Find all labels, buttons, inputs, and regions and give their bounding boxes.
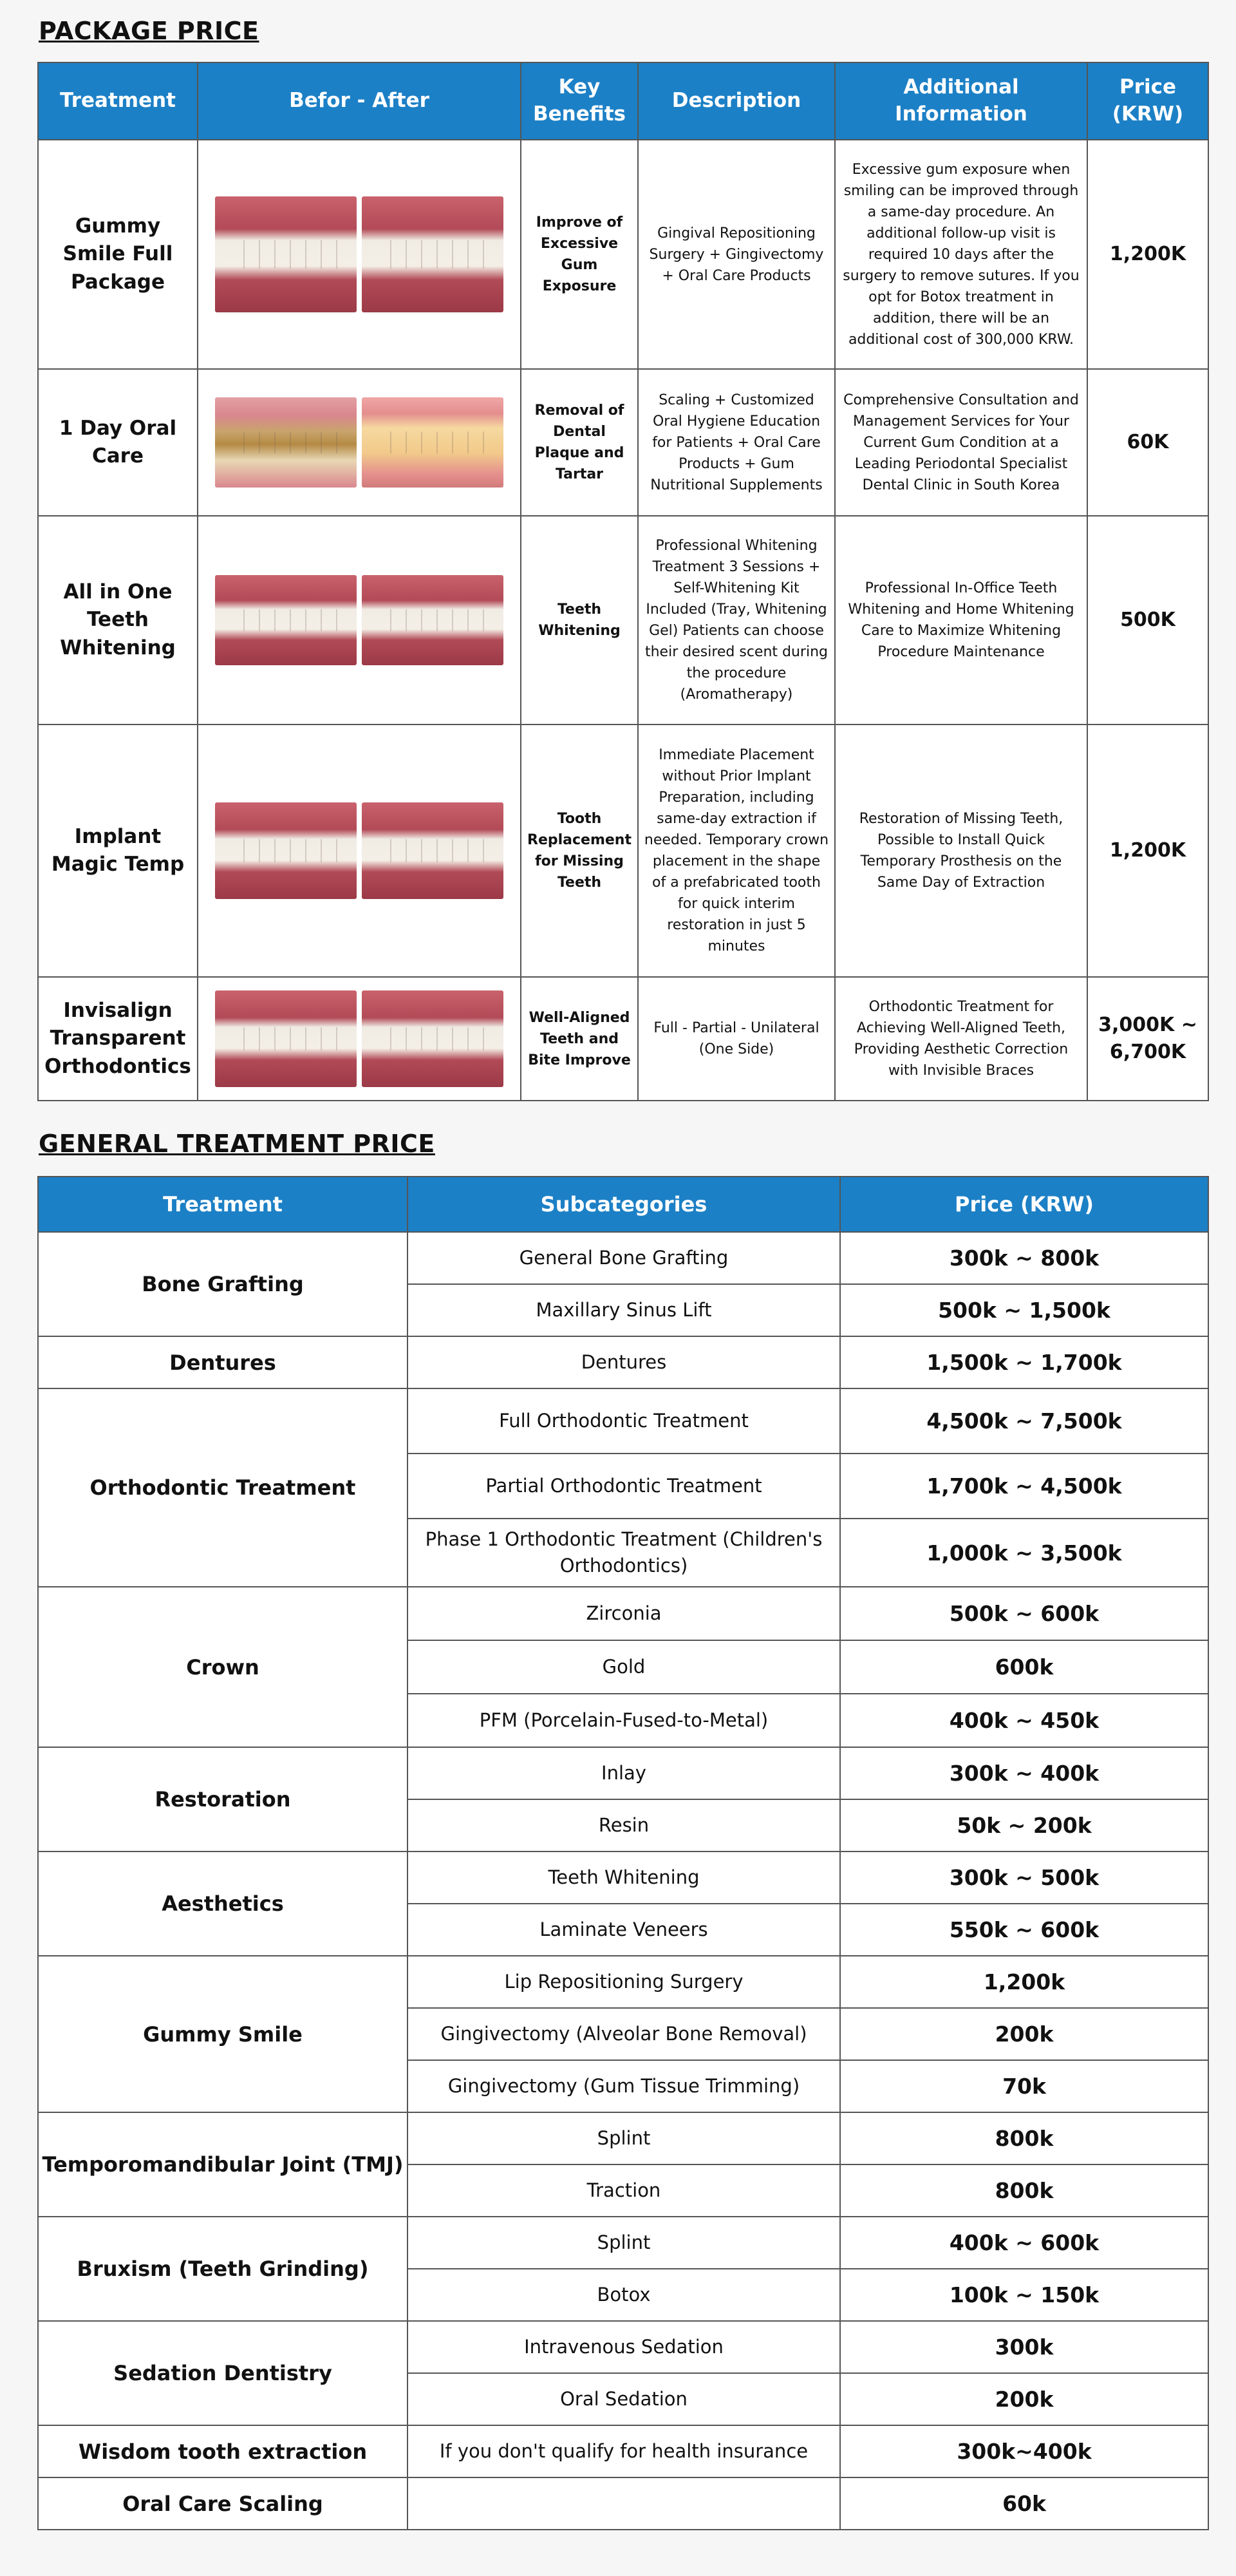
package-key-benefits: Teeth Whitening <box>521 516 638 724</box>
treatment-category: Oral Care Scaling <box>38 2477 407 2530</box>
subcategory: Traction <box>407 2164 840 2217</box>
package-key-benefits: Improve of Excessive Gum Exposure <box>521 140 638 369</box>
price-range: 300k~400k <box>840 2425 1208 2477</box>
price-range: 500k ~ 1,500k <box>840 1284 1208 1336</box>
package-additional-info: Orthodontic Treatment for Achieving Well-Aligned Teeth, Providing Aesthetic Correction with Invisible Braces <box>835 977 1087 1101</box>
subcategory: Intravenous Sedation <box>407 2321 840 2373</box>
subcategory: Resin <box>407 1799 840 1852</box>
subcategory: PFM (Porcelain-Fused-to-Metal) <box>407 1694 840 1747</box>
subcategory: Partial Orthodontic Treatment <box>407 1454 840 1519</box>
header-before-after: Befor - After <box>198 62 521 140</box>
package-additional-info: Restoration of Missing Teeth, Possible to Install Quick Temporary Prosthesis on the Same Day of Extraction <box>835 724 1087 977</box>
price-range: 600k <box>840 1640 1208 1694</box>
header-treatment: Treatment <box>38 62 198 140</box>
price-range: 400k ~ 600k <box>840 2217 1208 2269</box>
treatment-category: Restoration <box>38 1747 407 1852</box>
subcategory: Gingivectomy (Gum Tissue Trimming) <box>407 2060 840 2112</box>
treatment-category: Bone Grafting <box>38 1232 407 1336</box>
price-range: 800k <box>840 2164 1208 2217</box>
general-treatment-table <box>37 1176 1209 2530</box>
subcategory: Splint <box>407 2217 840 2269</box>
package-row <box>38 977 1208 1101</box>
subcategory: Oral Sedation <box>407 2373 840 2425</box>
table-row <box>38 2112 1208 2164</box>
header-key-benefits: Key Benefits <box>521 62 638 140</box>
package-treatment: 1 Day Oral Care <box>38 369 198 516</box>
package-treatment: Invisalign Transparent Orthodontics <box>38 977 198 1101</box>
price-range: 500k ~ 600k <box>840 1587 1208 1640</box>
treatment-category: Wisdom tooth extraction <box>38 2425 407 2477</box>
table-row <box>38 1232 1208 1284</box>
price-range: 1,200k <box>840 1956 1208 2008</box>
price-range: 300k ~ 800k <box>840 1232 1208 1284</box>
before-after-images <box>198 724 521 977</box>
table-row <box>38 1956 1208 2008</box>
before-after-images <box>198 369 521 516</box>
package-treatment: Implant Magic Temp <box>38 724 198 977</box>
package-price-title: PACKAGE PRICE <box>39 17 259 45</box>
table-row <box>38 1587 1208 1640</box>
subcategory: Full Orthodontic Treatment <box>407 1388 840 1454</box>
price-range: 300k <box>840 2321 1208 2373</box>
treatment-category: Dentures <box>38 1336 407 1388</box>
before-photo <box>215 990 357 1087</box>
price-range: 70k <box>840 2060 1208 2112</box>
header-subcategories: Subcategories <box>407 1177 840 1232</box>
subcategory <box>407 2477 840 2530</box>
treatment-category: Gummy Smile <box>38 1956 407 2112</box>
package-header-row <box>38 62 1208 140</box>
subcategory: Phase 1 Orthodontic Treatment (Children's Orthodontics) <box>407 1519 840 1587</box>
after-photo <box>362 575 503 665</box>
package-row <box>38 724 1208 977</box>
subcategory: Zirconia <box>407 1587 840 1640</box>
package-treatment: All in One Teeth Whitening <box>38 516 198 724</box>
header-additional-info: Additional Information <box>835 62 1087 140</box>
package-key-benefits: Well-Aligned Teeth and Bite Improve <box>521 977 638 1101</box>
general-header-row <box>38 1177 1208 1232</box>
before-photo <box>215 196 357 312</box>
subcategory: If you don't qualify for health insurance <box>407 2425 840 2477</box>
table-row <box>38 1747 1208 1799</box>
treatment-category: Orthodontic Treatment <box>38 1388 407 1587</box>
table-row <box>38 2425 1208 2477</box>
price-range: 200k <box>840 2373 1208 2425</box>
package-description: Gingival Repositioning Surgery + Gingivectomy + Oral Care Products <box>638 140 835 369</box>
before-photo <box>215 802 357 899</box>
header-treatment: Treatment <box>38 1177 407 1232</box>
table-row <box>38 1336 1208 1388</box>
price-range: 400k ~ 450k <box>840 1694 1208 1747</box>
price-range: 300k ~ 500k <box>840 1852 1208 1904</box>
price-range: 800k <box>840 2112 1208 2164</box>
header-description: Description <box>638 62 835 140</box>
package-additional-info: Professional In-Office Teeth Whitening and Home Whitening Care to Maximize Whitening Procedure Maintenance <box>835 516 1087 724</box>
package-key-benefits: Removal of Dental Plaque and Tartar <box>521 369 638 516</box>
treatment-category: Sedation Dentistry <box>38 2321 407 2425</box>
package-row <box>38 516 1208 724</box>
price-range: 60k <box>840 2477 1208 2530</box>
price-range: 4,500k ~ 7,500k <box>840 1388 1208 1454</box>
table-row <box>38 2217 1208 2269</box>
package-row <box>38 369 1208 516</box>
table-row <box>38 1852 1208 1904</box>
general-treatment-title: GENERAL TREATMENT PRICE <box>39 1130 435 1158</box>
subcategory: Inlay <box>407 1747 840 1799</box>
package-description: Professional Whitening Treatment 3 Sessions + Self-Whitening Kit Included (Tray, Whitening Gel) Patients can choose their desired scent during the procedure (Aromatherapy) <box>638 516 835 724</box>
subcategory: Gingivectomy (Alveolar Bone Removal) <box>407 2008 840 2060</box>
package-description: Scaling + Customized Oral Hygiene Education for Patients + Oral Care Products + Gum Nutritional Supplements <box>638 369 835 516</box>
package-key-benefits: Tooth Replacement for Missing Teeth <box>521 724 638 977</box>
before-after-images <box>198 140 521 369</box>
treatment-category: Crown <box>38 1587 407 1747</box>
treatment-category: Bruxism (Teeth Grinding) <box>38 2217 407 2321</box>
subcategory: Splint <box>407 2112 840 2164</box>
header-price: Price (KRW) <box>1087 62 1208 140</box>
subcategory: Dentures <box>407 1336 840 1388</box>
package-price: 1,200K <box>1087 140 1208 369</box>
subcategory: Botox <box>407 2269 840 2321</box>
package-price-table <box>37 62 1209 1101</box>
price-range: 50k ~ 200k <box>840 1799 1208 1852</box>
after-photo <box>362 990 503 1087</box>
package-additional-info: Excessive gum exposure when smiling can be improved through a same-day procedure. An additional follow-up visit is required 10 days after the surgery to remove sutures. If you opt for Botox treatment in addition, there will be an additional cost of 300,000 KRW. <box>835 140 1087 369</box>
package-treatment: Gummy Smile Full Package <box>38 140 198 369</box>
table-row <box>38 1388 1208 1454</box>
after-photo <box>362 397 503 488</box>
header-price: Price (KRW) <box>840 1177 1208 1232</box>
before-photo <box>215 575 357 665</box>
subcategory: Lip Repositioning Surgery <box>407 1956 840 2008</box>
price-range: 550k ~ 600k <box>840 1904 1208 1956</box>
after-photo <box>362 196 503 312</box>
treatment-category: Aesthetics <box>38 1852 407 1956</box>
package-additional-info: Comprehensive Consultation and Management Services for Your Current Gum Condition at a Leading Periodontal Specialist Dental Clinic in South Korea <box>835 369 1087 516</box>
price-range: 1,000k ~ 3,500k <box>840 1519 1208 1587</box>
table-row <box>38 2321 1208 2373</box>
subcategory: Maxillary Sinus Lift <box>407 1284 840 1336</box>
after-photo <box>362 802 503 899</box>
package-price: 1,200K <box>1087 724 1208 977</box>
price-range: 1,500k ~ 1,700k <box>840 1336 1208 1388</box>
package-description: Immediate Placement without Prior Implant Preparation, including same-day extraction if needed. Temporary crown placement in the shape of a prefabricated tooth for quick interim restoration in just 5 minutes <box>638 724 835 977</box>
subcategory: Gold <box>407 1640 840 1694</box>
table-row <box>38 2477 1208 2530</box>
before-photo <box>215 397 357 488</box>
package-row <box>38 140 1208 369</box>
subcategory: Laminate Veneers <box>407 1904 840 1956</box>
subcategory: Teeth Whitening <box>407 1852 840 1904</box>
subcategory: General Bone Grafting <box>407 1232 840 1284</box>
price-range: 1,700k ~ 4,500k <box>840 1454 1208 1519</box>
package-price: 60K <box>1087 369 1208 516</box>
treatment-category: Temporomandibular Joint (TMJ) <box>38 2112 407 2217</box>
package-price: 3,000K ~ 6,700K <box>1087 977 1208 1101</box>
price-range: 300k ~ 400k <box>840 1747 1208 1799</box>
package-description: Full - Partial - Unilateral (One Side) <box>638 977 835 1101</box>
price-range: 100k ~ 150k <box>840 2269 1208 2321</box>
price-range: 200k <box>840 2008 1208 2060</box>
before-after-images <box>198 516 521 724</box>
before-after-images <box>198 977 521 1101</box>
package-price: 500K <box>1087 516 1208 724</box>
